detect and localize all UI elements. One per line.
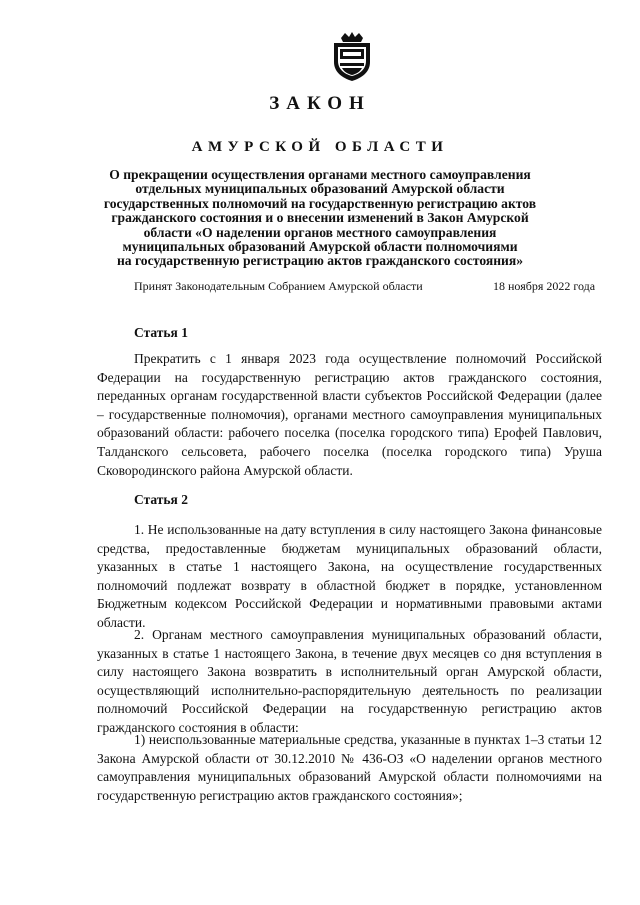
law-name-line: гражданского состояния и о внесении изменений в Закон Амурской <box>111 210 529 226</box>
law-name-line: государственных полномочий на государственную регистрацию актов <box>103 195 537 211</box>
law-name-line: отдельных муниципальных образований Амурской области <box>135 181 505 197</box>
article-2-paragraph-2: 2. Органам местного самоуправления муниципальных образований области, указанных в статье 1 настоящего Закона, в течение двух месяцев со дня вступления в силу настоящего Закона возвратить в исполнительный орган Амурской области, осуществляющий исполнительно-распорядительную деятельность по реализации полномочий Российской Федерации на государственную регистрацию актов гражданского состояния в области: <box>97 627 602 735</box>
amur-region-coat-of-arms-icon <box>327 30 377 82</box>
article-2-paragraph-3: 1) неиспользованные материальные средства, указанные в пунктах 1–3 статьи 12 Закона Амурской области от 30.12.2010 № 436-ОЗ «О наделении органов местного самоуправления муниципальных образований Амурской области полномочиями на государственную регистрацию актов гражданского состояния»; <box>97 732 602 803</box>
adoption-statement: Принят Законодательным Собранием Амурской области <box>134 279 423 293</box>
article-1-heading: Статья 1 <box>134 325 188 340</box>
law-name <box>60 168 580 269</box>
article-1-paragraph: Прекратить с 1 января 2023 года осуществление полномочий Российской Федерации на государственную регистрацию актов гражданского состояния, переданных органам государственной власти субъектов Российской Федерации (далее – государственные полномочия), органами местного самоуправления муниципальных образований области: рабочего поселка (поселка городского типа) Ерофей Павлович, Талданского сельсовета, рабочего поселка (поселка городского типа) Уруша Сковородинского района Амурской области. <box>97 351 602 478</box>
law-name-line: муниципальных образований Амурской области полномочиями <box>122 239 518 255</box>
law-name-line: области «О наделении органов местного самоуправления <box>143 224 497 240</box>
law-name-line: О прекращении осуществления органами местного самоуправления <box>109 167 531 182</box>
region-title: АМУРСКОЙ ОБЛАСТИ <box>191 139 449 155</box>
law-name-line: на государственную регистрацию актов гражданского состояния» <box>116 253 524 269</box>
article-2-paragraph-1: 1. Не использованные на дату вступления в силу настоящего Закона финансовые средства, предоставленные бюджетам муниципальных образований области, указанных в статье 1 настоящего Закона, на осуществление государственных полномочий подлежат возврату в областной бюджет в порядке, установленном Бюджетным кодексом Российской Федерации и нормативными правовыми актами области. <box>97 522 602 630</box>
document-type-title: ЗАКОН <box>269 93 371 114</box>
article-2-heading: Статья 2 <box>134 492 188 507</box>
adoption-date: 18 ноября 2022 года <box>493 279 596 293</box>
